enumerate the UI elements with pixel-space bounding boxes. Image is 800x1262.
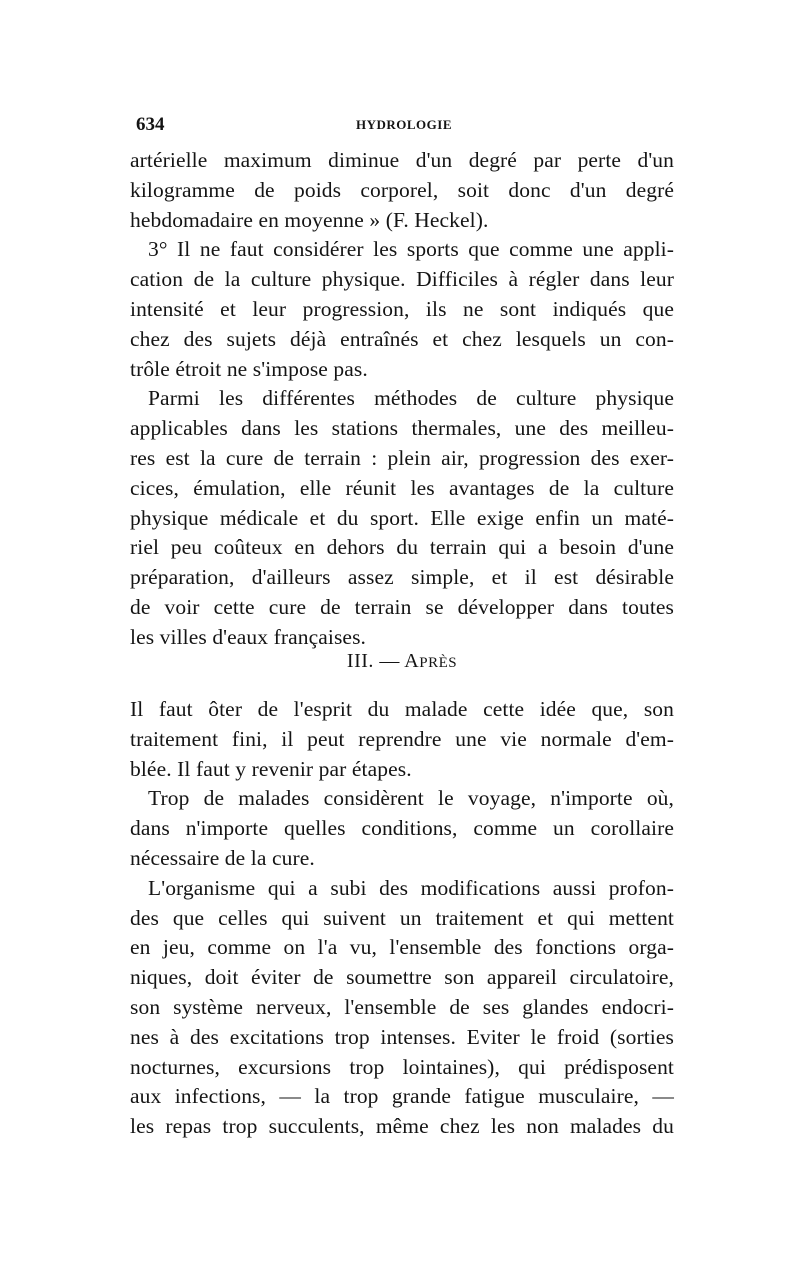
text-line: Il faut ôter de l'esprit du malade cette idée que, son — [130, 697, 674, 721]
text-line: intensité et leur progression, ils ne sont indiqués que — [130, 296, 674, 321]
text-line: Trop de malades considèrent le voyage, n'importe où, — [148, 786, 674, 811]
text-line: blée. Il faut y revenir par étapes. — [130, 756, 412, 781]
section-numeral: III. — A — [346, 650, 420, 672]
text-line: niques, doit éviter de soumettre son appareil circulatoire, — [130, 965, 674, 990]
text-line: applicables dans les stations thermales, une des meilleu- — [130, 416, 674, 441]
text-line: L'organisme qui a subi des modifications aussi profon- — [148, 875, 674, 900]
text-line: chez des sujets déjà entraînés et chez lesquels un con- — [130, 326, 674, 351]
text-line: nes à des excitations trop intenses. Eviter le froid (sorties — [130, 1024, 674, 1049]
text-line: cation de la culture physique. Difficiles à régler dans leur — [130, 267, 674, 292]
text-line: nécessaire de la cure. — [130, 845, 315, 870]
text-line: traitement fini, il peut reprendre une vie normale d'em- — [130, 726, 674, 751]
text-line: physique médicale et du sport. Elle exige enfin un maté- — [130, 505, 674, 530]
running-title: HYDROLOGIE — [355, 117, 452, 132]
page-number: 634 — [136, 114, 165, 135]
text-line: trôle étroit ne s'impose pas. — [130, 356, 368, 381]
text-line: res est la cure de terrain : plein air, progression des exer- — [130, 445, 674, 470]
text-line: hebdomadaire en moyenne » (F. Heckel). — [130, 207, 489, 232]
section-title-rest: PRÈS — [419, 655, 458, 671]
text-line: artérielle maximum diminue d'un degré par perte d'un — [130, 148, 674, 172]
text-line: cices, émulation, elle réunit les avantages de la culture — [130, 475, 674, 500]
text-line: kilogramme de poids corporel, soit donc d'un degré — [130, 177, 674, 202]
text-line: son système nerveux, l'ensemble de ses glandes endocri- — [130, 994, 674, 1019]
text-line: nocturnes, excursions trop lointaines), qui prédisposent — [130, 1054, 674, 1079]
page-header — [136, 114, 672, 138]
text-block-after-section — [130, 695, 674, 1142]
section-heading — [130, 650, 674, 673]
text-line: dans n'importe quelles conditions, comme un corollaire — [130, 816, 674, 841]
text-line: de voir cette cure de terrain se développer dans toutes — [130, 594, 674, 619]
text-line: les villes d'eaux françaises. — [130, 624, 367, 649]
text-line: les repas trop succulents, même chez les non malades du — [130, 1114, 674, 1139]
text-line: préparation, d'ailleurs assez simple, et il est désirable — [130, 565, 674, 590]
text-line: des que celles qui suivent un traitement et qui mettent — [130, 905, 674, 930]
text-line: Parmi les différentes méthodes de culture physique — [148, 386, 674, 411]
text-line: 3° Il ne faut considérer les sports que comme une appli- — [148, 237, 674, 262]
text-line: aux infections, — la trop grande fatigue musculaire, — — [130, 1084, 674, 1109]
text-block-before-section — [130, 146, 674, 653]
text-line: en jeu, comme on l'a vu, l'ensemble des fonctions orga- — [130, 935, 674, 960]
text-line: riel peu coûteux en dehors du terrain qui a besoin d'une — [130, 535, 674, 560]
